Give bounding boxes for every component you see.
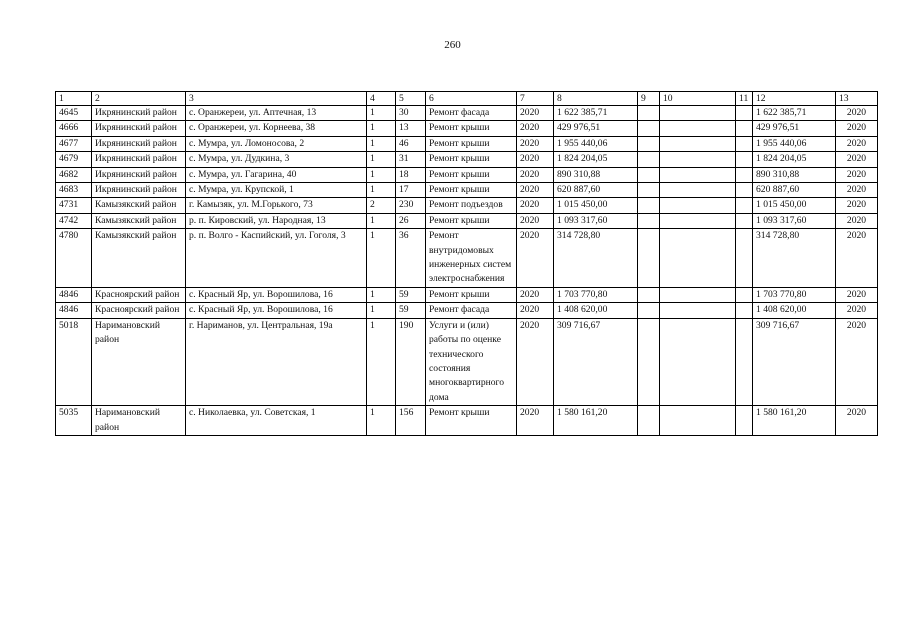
- table-cell: 26: [396, 213, 426, 228]
- table-cell: Ремонт крыши: [426, 406, 517, 436]
- table-cell: 4679: [56, 152, 92, 167]
- table-cell: [736, 213, 753, 228]
- table-cell: 2020: [836, 121, 878, 136]
- table-cell: 1: [367, 183, 396, 198]
- table-cell: [638, 106, 660, 121]
- column-number-header: 5: [396, 92, 426, 106]
- table-cell: 230: [396, 198, 426, 213]
- table-cell: 2020: [836, 198, 878, 213]
- table-cell: [736, 303, 753, 318]
- page-number: 260: [444, 39, 461, 51]
- table-cell: Икрянинский район: [92, 136, 186, 151]
- table-cell: [638, 406, 660, 436]
- table-cell: 2020: [517, 198, 554, 213]
- table-cell: Икрянинский район: [92, 106, 186, 121]
- table-cell: [736, 318, 753, 405]
- table-cell: 17: [396, 183, 426, 198]
- table-cell: 2020: [517, 213, 554, 228]
- table-cell: [638, 213, 660, 228]
- table-cell: 1 824 204,05: [753, 152, 836, 167]
- table-cell: [660, 152, 736, 167]
- table-cell: [660, 183, 736, 198]
- table-cell: 429 976,51: [554, 121, 638, 136]
- table-cell: 1 622 385,71: [554, 106, 638, 121]
- table-cell: 4682: [56, 167, 92, 182]
- table-cell: Икрянинский район: [92, 152, 186, 167]
- table-cell: 1: [367, 106, 396, 121]
- table-cell: 4677: [56, 136, 92, 151]
- table-cell: Ремонт фасада: [426, 106, 517, 121]
- table-cell: [660, 198, 736, 213]
- table-cell: 309 716,67: [554, 318, 638, 405]
- table-cell: 1 093 317,60: [554, 213, 638, 228]
- table-row: [56, 406, 878, 436]
- table-cell: Камызякский район: [92, 198, 186, 213]
- table-cell: с. Оранжереи, ул. Аптечная, 13: [186, 106, 367, 121]
- column-number-header: 9: [638, 92, 660, 106]
- table-cell: Икрянинский район: [92, 121, 186, 136]
- table-cell: 4846: [56, 303, 92, 318]
- table-cell: 2020: [836, 152, 878, 167]
- table-cell: 2020: [836, 303, 878, 318]
- table-cell: 4645: [56, 106, 92, 121]
- column-number-header: 12: [753, 92, 836, 106]
- table-cell: [660, 287, 736, 302]
- table-cell: 1 955 440,06: [554, 136, 638, 151]
- table-cell: 1 703 770,80: [554, 287, 638, 302]
- table-row: [56, 318, 878, 405]
- table-cell: 1: [367, 152, 396, 167]
- column-number-header: 6: [426, 92, 517, 106]
- table-cell: г. Камызяк, ул. М.Горького, 73: [186, 198, 367, 213]
- table-cell: [638, 229, 660, 288]
- table-cell: Ремонт крыши: [426, 136, 517, 151]
- table-cell: [660, 229, 736, 288]
- table-cell: Услуги и (или) работы по оценке технического состояния многоквартирного дома: [426, 318, 517, 405]
- table-cell: с. Красный Яр, ул. Ворошилова, 16: [186, 303, 367, 318]
- table-cell: 59: [396, 303, 426, 318]
- table-cell: 4780: [56, 229, 92, 288]
- table-cell: 4846: [56, 287, 92, 302]
- table-cell: 890 310,88: [554, 167, 638, 182]
- table-cell: [660, 136, 736, 151]
- table-cell: [736, 121, 753, 136]
- table-cell: 1 580 161,20: [554, 406, 638, 436]
- table-cell: Ремонт крыши: [426, 213, 517, 228]
- table-cell: [638, 183, 660, 198]
- table-cell: Ремонт фасада: [426, 303, 517, 318]
- table-cell: 1 622 385,71: [753, 106, 836, 121]
- table-cell: 31: [396, 152, 426, 167]
- table-cell: 1: [367, 303, 396, 318]
- column-number-header: 4: [367, 92, 396, 106]
- table-cell: 1: [367, 406, 396, 436]
- table-cell: 1 703 770,80: [753, 287, 836, 302]
- table-cell: [660, 213, 736, 228]
- table-cell: 620 887,60: [753, 183, 836, 198]
- table-cell: [736, 198, 753, 213]
- table-cell: 2020: [836, 183, 878, 198]
- table-cell: 2020: [517, 406, 554, 436]
- table-cell: с. Мумра, ул. Дудкина, 3: [186, 152, 367, 167]
- table-cell: 36: [396, 229, 426, 288]
- table-cell: 2020: [517, 152, 554, 167]
- table-cell: [660, 303, 736, 318]
- table-cell: с. Красный Яр, ул. Ворошилова, 16: [186, 287, 367, 302]
- table-cell: [638, 198, 660, 213]
- table-cell: Ремонт внутридомовых инженерных систем электроснабжения: [426, 229, 517, 288]
- table-cell: 18: [396, 167, 426, 182]
- table-cell: г. Нариманов, ул. Центральная, 19а: [186, 318, 367, 405]
- table-cell: Икрянинский район: [92, 183, 186, 198]
- table-cell: 2020: [517, 136, 554, 151]
- column-number-header: 10: [660, 92, 736, 106]
- table-row: [56, 106, 878, 121]
- table-row: [56, 213, 878, 228]
- table-cell: 1: [367, 318, 396, 405]
- table-row: [56, 183, 878, 198]
- table-cell: [736, 167, 753, 182]
- table-cell: 4731: [56, 198, 92, 213]
- table-cell: с. Мумра, ул. Ломоносова, 2: [186, 136, 367, 151]
- table-cell: 1 580 161,20: [753, 406, 836, 436]
- table-cell: [638, 136, 660, 151]
- table-cell: 1 408 620,00: [753, 303, 836, 318]
- table-cell: 30: [396, 106, 426, 121]
- table-cell: Ремонт крыши: [426, 287, 517, 302]
- table-cell: 2020: [836, 406, 878, 436]
- table-row: [56, 152, 878, 167]
- table-cell: [638, 318, 660, 405]
- table-cell: с. Николаевка, ул. Советская, 1: [186, 406, 367, 436]
- table-cell: Камызякский район: [92, 213, 186, 228]
- table-cell: 429 976,51: [753, 121, 836, 136]
- table-cell: 1 955 440,06: [753, 136, 836, 151]
- table-cell: 1: [367, 213, 396, 228]
- table-cell: 1 824 204,05: [554, 152, 638, 167]
- table-cell: 5018: [56, 318, 92, 405]
- table-cell: 2020: [517, 318, 554, 405]
- table-cell: [660, 106, 736, 121]
- table-row: [56, 229, 878, 288]
- table-row: [56, 303, 878, 318]
- column-number-header: 1: [56, 92, 92, 106]
- table-cell: Камызякский район: [92, 229, 186, 288]
- table-cell: с. Мумра, ул. Гагарина, 40: [186, 167, 367, 182]
- table-cell: [660, 121, 736, 136]
- table-cell: 1 408 620,00: [554, 303, 638, 318]
- table-cell: 4683: [56, 183, 92, 198]
- table-cell: 314 728,80: [753, 229, 836, 288]
- table-cell: Наримановский район: [92, 406, 186, 436]
- table-cell: 59: [396, 287, 426, 302]
- table-cell: 1 015 450,00: [554, 198, 638, 213]
- table-cell: 2020: [836, 213, 878, 228]
- table-cell: [736, 183, 753, 198]
- table-cell: [638, 287, 660, 302]
- table-cell: 890 310,88: [753, 167, 836, 182]
- table-cell: 1: [367, 121, 396, 136]
- table-cell: Ремонт крыши: [426, 121, 517, 136]
- table-cell: 2020: [836, 318, 878, 405]
- table-row: [56, 121, 878, 136]
- column-number-header: 8: [554, 92, 638, 106]
- table-cell: 1: [367, 287, 396, 302]
- table-cell: [736, 136, 753, 151]
- table-row: [56, 167, 878, 182]
- table-cell: 2020: [517, 183, 554, 198]
- table-cell: 620 887,60: [554, 183, 638, 198]
- column-number-header: 11: [736, 92, 753, 106]
- column-number-header: 3: [186, 92, 367, 106]
- table-header-row: [56, 92, 878, 106]
- table-row: [56, 136, 878, 151]
- repair-schedule-table: [55, 91, 878, 436]
- table-cell: [638, 303, 660, 318]
- table-cell: [638, 167, 660, 182]
- table-cell: 2020: [517, 303, 554, 318]
- table-cell: 1: [367, 136, 396, 151]
- table-cell: [638, 121, 660, 136]
- table-cell: 2020: [517, 287, 554, 302]
- table-cell: [736, 229, 753, 288]
- column-number-header: 2: [92, 92, 186, 106]
- table-cell: [660, 318, 736, 405]
- table-cell: 314 728,80: [554, 229, 638, 288]
- table-cell: 2020: [517, 106, 554, 121]
- table-cell: [660, 167, 736, 182]
- table-cell: Красноярский район: [92, 287, 186, 302]
- table-cell: 2020: [836, 106, 878, 121]
- table-cell: 2020: [836, 287, 878, 302]
- table-cell: Икрянинский район: [92, 167, 186, 182]
- table-cell: 2020: [836, 136, 878, 151]
- table-row: [56, 287, 878, 302]
- table-cell: [736, 106, 753, 121]
- table-cell: Ремонт подъездов: [426, 198, 517, 213]
- table-row: [56, 198, 878, 213]
- table-cell: [736, 406, 753, 436]
- table-cell: [736, 287, 753, 302]
- table-cell: 5035: [56, 406, 92, 436]
- table-cell: 2020: [517, 229, 554, 288]
- table-cell: Ремонт крыши: [426, 167, 517, 182]
- table-cell: 190: [396, 318, 426, 405]
- table-cell: 156: [396, 406, 426, 436]
- table-cell: 2: [367, 198, 396, 213]
- table-cell: [736, 152, 753, 167]
- table-cell: Ремонт крыши: [426, 183, 517, 198]
- table-cell: [660, 406, 736, 436]
- table-cell: р. п. Волго - Каспийский, ул. Гоголя, 3: [186, 229, 367, 288]
- table-cell: 1: [367, 229, 396, 288]
- table-cell: [638, 152, 660, 167]
- table-cell: с. Мумра, ул. Крупской, 1: [186, 183, 367, 198]
- column-number-header: 13: [836, 92, 878, 106]
- table-cell: 46: [396, 136, 426, 151]
- table-cell: р. п. Кировский, ул. Народная, 13: [186, 213, 367, 228]
- table-cell: 1: [367, 167, 396, 182]
- table-cell: 1 093 317,60: [753, 213, 836, 228]
- table-cell: 1 015 450,00: [753, 198, 836, 213]
- table-cell: 13: [396, 121, 426, 136]
- table-cell: 2020: [836, 229, 878, 288]
- table-cell: Наримановский район: [92, 318, 186, 405]
- table-cell: Ремонт крыши: [426, 152, 517, 167]
- table-cell: 2020: [517, 121, 554, 136]
- table-cell: 4666: [56, 121, 92, 136]
- table-cell: 2020: [836, 167, 878, 182]
- column-number-header: 7: [517, 92, 554, 106]
- table-cell: 2020: [517, 167, 554, 182]
- table-cell: с. Оранжереи, ул. Корнеева, 38: [186, 121, 367, 136]
- table-cell: 309 716,67: [753, 318, 836, 405]
- table-cell: Красноярский район: [92, 303, 186, 318]
- table-cell: 4742: [56, 213, 92, 228]
